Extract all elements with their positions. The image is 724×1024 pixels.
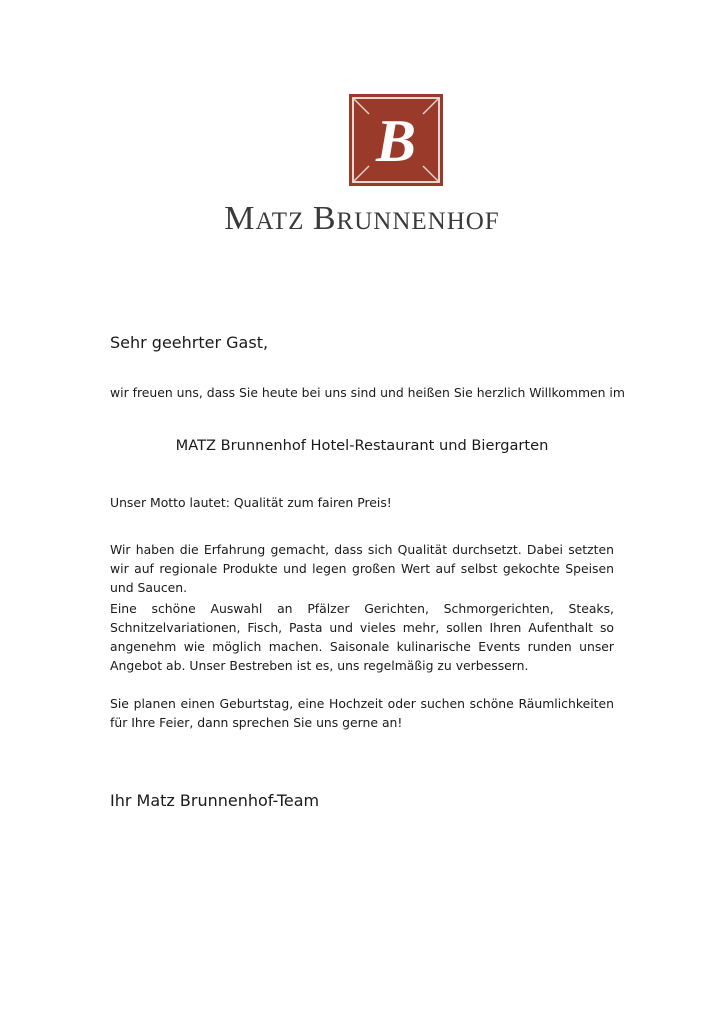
events-paragraph: Sie planen einen Geburtstag, eine Hochzeit oder suchen schöne Räumlichkeiten für Ihre Feier, dann sprechen Sie uns gerne an! — [110, 696, 614, 730]
selection-paragraph: Eine schöne Auswahl an Pfälzer Gerichten, Schmorgerichten, Steaks, Schnitzelvariationen, Fisch, Pasta und vieles mehr, sollen Ihren Aufenthalt so angenehm wie möglich machen. Saisonale kulinarische Events runden unser Angebot ab. Unser Bestreben ist es, uns regelmäßig zu verbessern. — [110, 601, 614, 673]
intro-paragraph: wir freuen uns, dass Sie heute bei uns sind und heißen Sie herzlich Willkommen im — [110, 385, 625, 400]
brand-logo — [349, 94, 443, 186]
brand-second-word: BRUNNENHOF — [312, 200, 500, 237]
logo-letter: B — [375, 108, 417, 174]
establishment-name: MATZ Brunnenhof Hotel-Restaurant und Biergarten — [175, 437, 549, 454]
logo-emblem — [349, 94, 443, 186]
brand-name — [0, 200, 724, 238]
closing-signature: Ihr Matz Brunnenhof-Team — [110, 791, 320, 810]
motto-paragraph: Unser Motto lautet: Qualität zum fairen Preis! — [110, 495, 392, 510]
salutation: Sehr geehrter Gast, — [110, 333, 269, 352]
brand-first-word: MATZ — [224, 200, 305, 237]
experience-paragraph: Wir haben die Erfahrung gemacht, dass sich Qualität durchsetzt. Dabei setzten wir auf regionale Produkte und legen großen Wert auf selbst gekochte Speisen und Saucen. — [110, 542, 614, 595]
